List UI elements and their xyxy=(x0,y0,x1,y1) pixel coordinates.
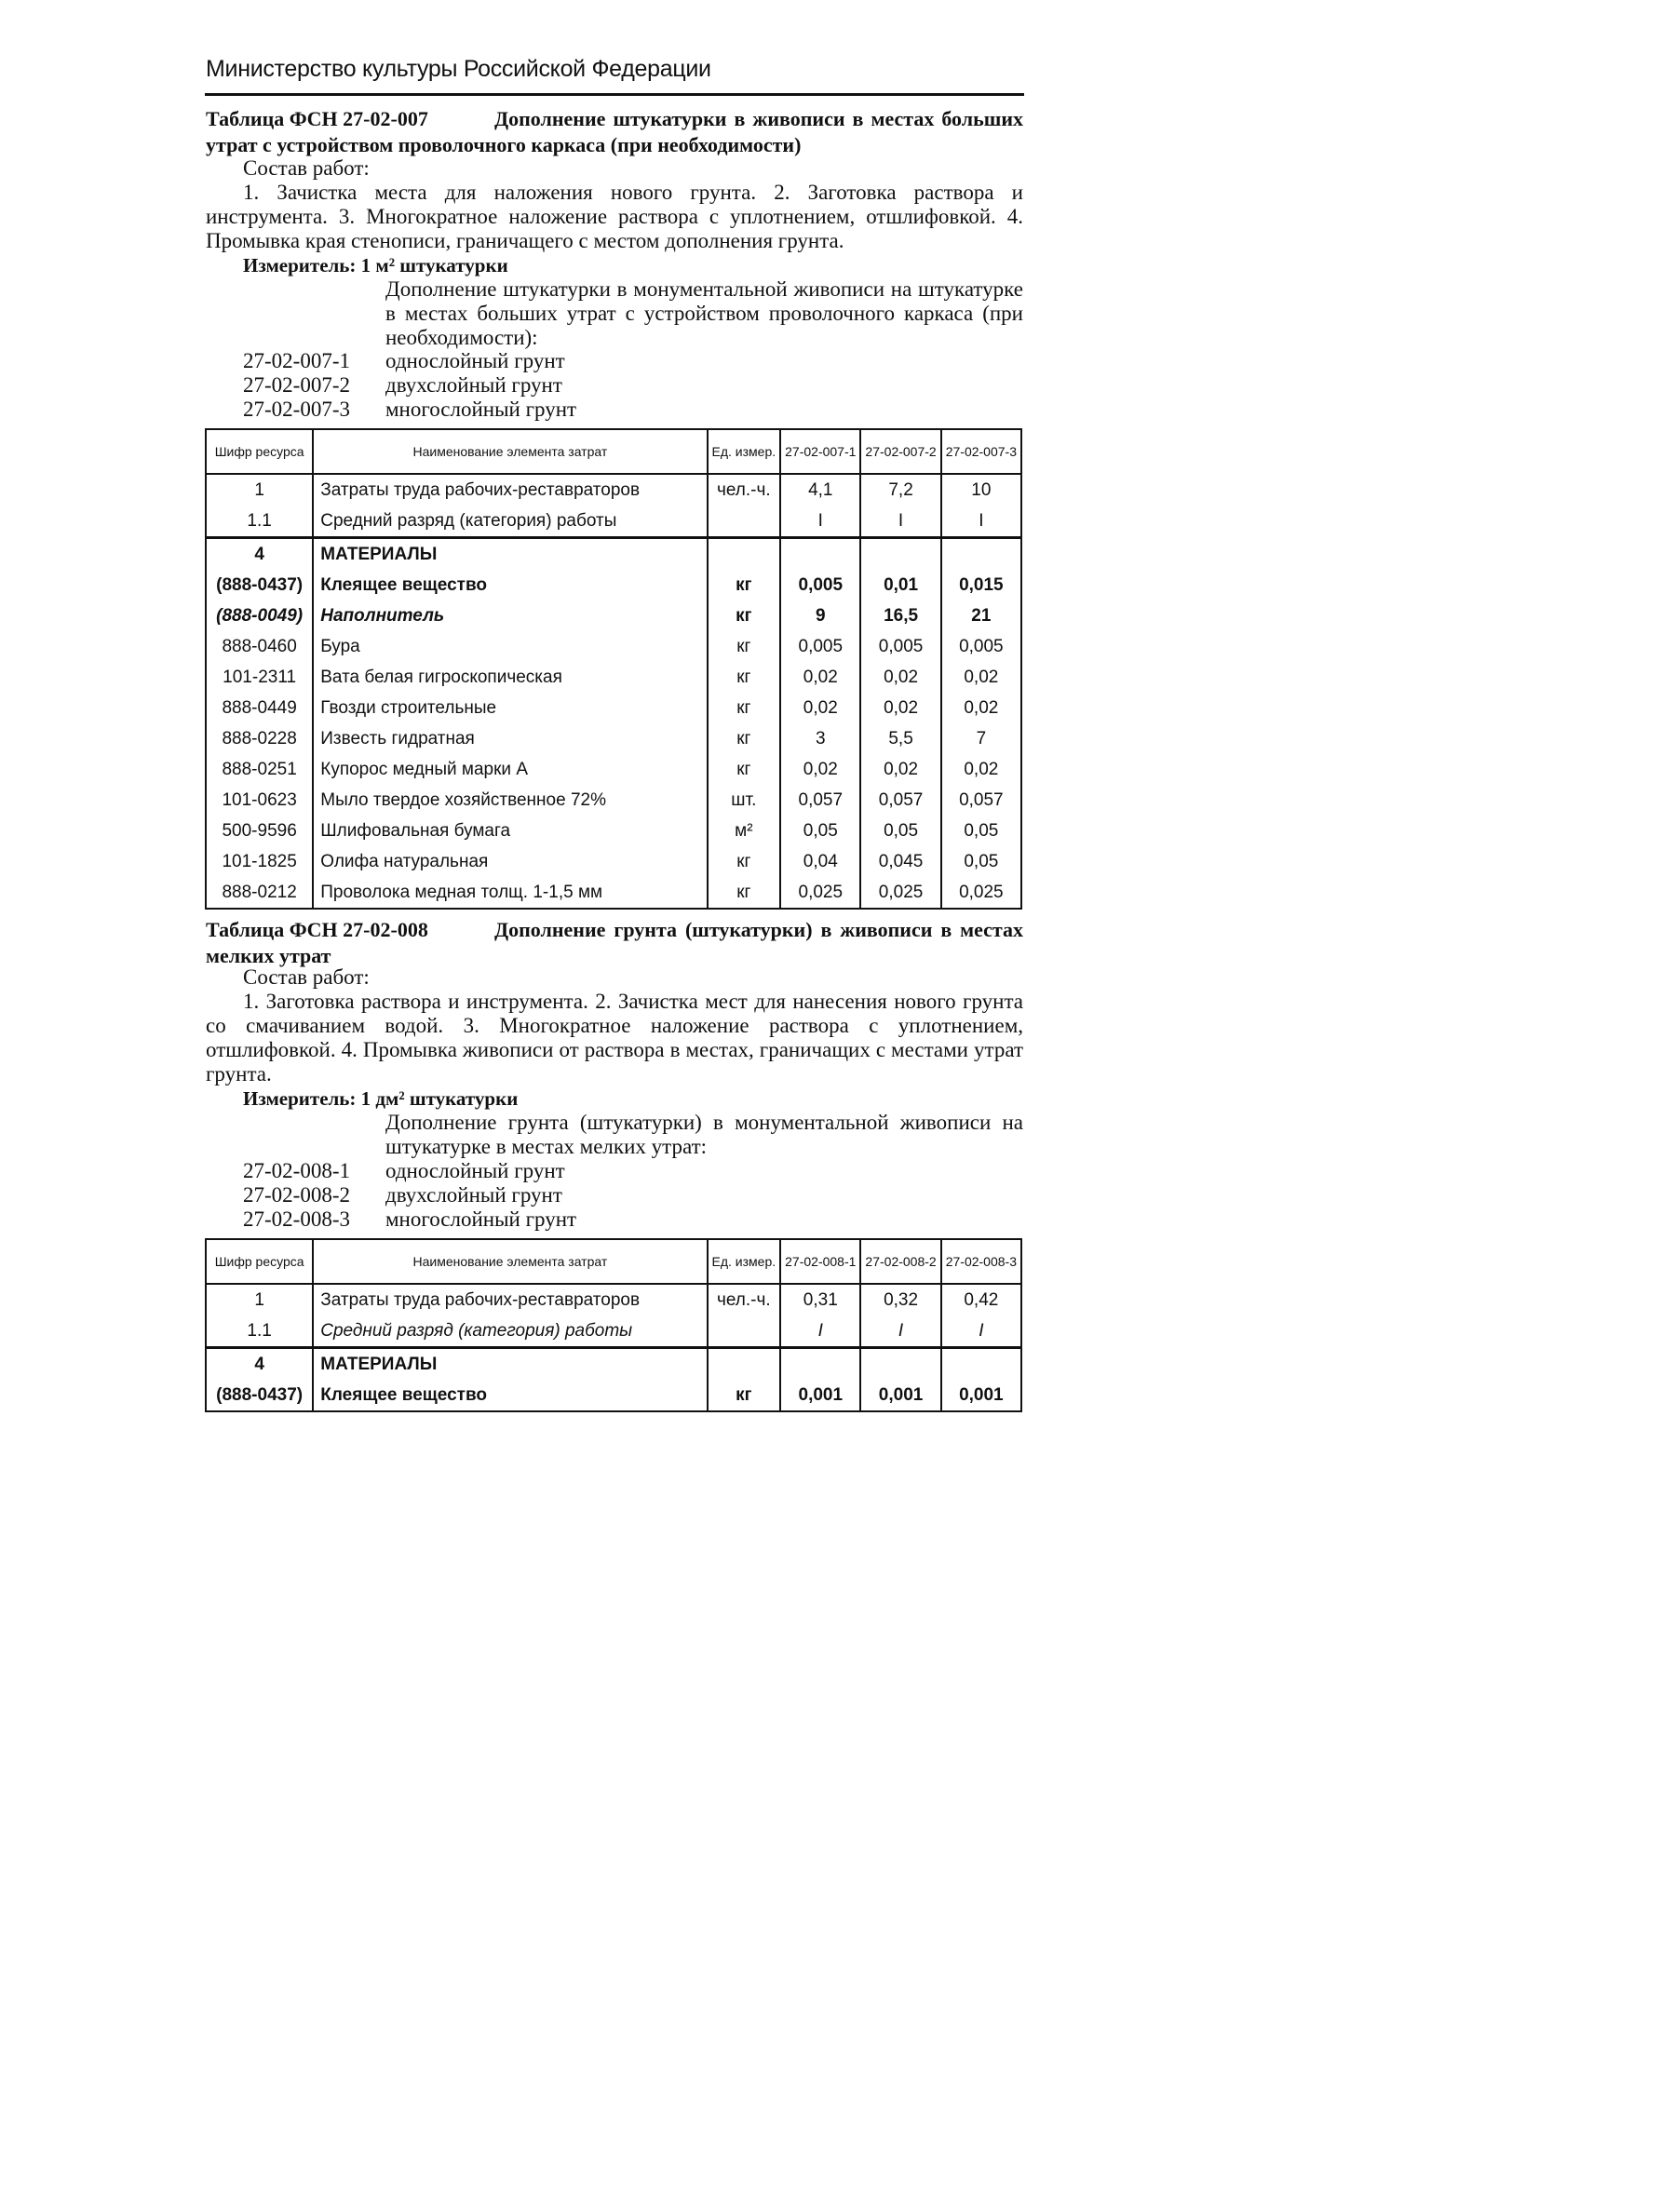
cell-value-3: 21 xyxy=(941,600,1021,631)
cell-value-3: 0,05 xyxy=(941,846,1021,877)
col-header-c1: 27-02-007-1 xyxy=(780,429,860,474)
table-row xyxy=(206,538,1021,571)
cell-unit: чел.-ч. xyxy=(708,474,781,506)
cell-value-2: 0,057 xyxy=(860,785,940,816)
cell-name: Олифа натуральная xyxy=(313,846,707,877)
code-label: однослойный грунт xyxy=(385,349,565,372)
cell-value-1: 9 xyxy=(780,600,860,631)
cell-value-1: 4,1 xyxy=(780,474,860,506)
col-header-c2: 27-02-007-2 xyxy=(860,429,940,474)
cell-name: Проволока медная толщ. 1-1,5 мм xyxy=(313,877,707,909)
cell-unit xyxy=(708,506,781,538)
table-row xyxy=(206,785,1021,816)
code-number: 27-02-008-3 xyxy=(243,1207,350,1231)
table-row xyxy=(206,506,1021,538)
cell-name: Затраты труда рабочих-реставраторов xyxy=(313,1284,707,1315)
cell-value-1: 0,025 xyxy=(780,877,860,909)
code-label: двухслойный грунт xyxy=(385,373,562,397)
col-header-unit: Ед. измер. xyxy=(708,1239,781,1284)
cell-value-1 xyxy=(780,1348,860,1381)
table-8-description: Дополнение грунта (штукатурки) в монументальной живописи на штукатурке в местах мелких утрат: xyxy=(385,1111,1023,1158)
cell-code: 888-0212 xyxy=(206,877,313,909)
cell-name: Бура xyxy=(313,631,707,662)
cell-value-1: 0,02 xyxy=(780,662,860,693)
cell-code: (888-0437) xyxy=(206,1380,313,1411)
table-7-description: Дополнение штукатурки в монументальной живописи на штукатурке в местах больших утрат с устройством проволочного каркаса (при необходимости): xyxy=(385,277,1023,349)
cell-value-3 xyxy=(941,1348,1021,1381)
cell-value-3: 0,02 xyxy=(941,662,1021,693)
cell-value-2: 0,02 xyxy=(860,754,940,785)
code-number: 27-02-007-3 xyxy=(243,398,350,421)
table-header-row xyxy=(206,429,1021,474)
cell-code: 1 xyxy=(206,474,313,506)
col-header-cipher: Шифр ресурса xyxy=(206,1239,313,1284)
cell-value-2: 0,001 xyxy=(860,1380,940,1411)
col-header-c2: 27-02-008-2 xyxy=(860,1239,940,1284)
cell-code: 101-2311 xyxy=(206,662,313,693)
code-number: 27-02-008-2 xyxy=(243,1183,350,1207)
cell-value-3: 0,005 xyxy=(941,631,1021,662)
cell-unit: кг xyxy=(708,846,781,877)
table-row xyxy=(206,816,1021,846)
cell-name: Купорос медный марки А xyxy=(313,754,707,785)
cell-name: Наполнитель xyxy=(313,600,707,631)
cell-unit: кг xyxy=(708,1380,781,1411)
cell-name: Известь гидратная xyxy=(313,723,707,754)
col-header-name: Наименование элемента затрат xyxy=(313,429,707,474)
cell-unit xyxy=(708,1348,781,1381)
cell-name: Мыло твердое хозяйственное 72% xyxy=(313,785,707,816)
table-row xyxy=(206,1380,1021,1411)
table-row xyxy=(206,693,1021,723)
table-7-number: Таблица ФСН 27-02-007 xyxy=(206,107,428,130)
cell-value-1: 0,005 xyxy=(780,631,860,662)
cell-value-3: I xyxy=(941,1315,1021,1348)
cell-value-1: 0,02 xyxy=(780,693,860,723)
cell-value-3: 0,025 xyxy=(941,877,1021,909)
cell-unit xyxy=(708,1315,781,1348)
cell-unit: кг xyxy=(708,662,781,693)
cell-code: 500-9596 xyxy=(206,816,313,846)
table-8-works-label: Состав работ: xyxy=(243,965,370,989)
cell-value-2: 0,045 xyxy=(860,846,940,877)
cell-value-2: 0,05 xyxy=(860,816,940,846)
cell-unit: шт. xyxy=(708,785,781,816)
cell-code: 101-1825 xyxy=(206,846,313,877)
cell-unit: кг xyxy=(708,631,781,662)
cell-value-2 xyxy=(860,538,940,571)
table-row xyxy=(206,1284,1021,1315)
cell-code: 1 xyxy=(206,1284,313,1315)
col-header-cipher: Шифр ресурса xyxy=(206,429,313,474)
table-row xyxy=(206,1315,1021,1348)
cell-name: Клеящее вещество xyxy=(313,1380,707,1411)
table-8-heading xyxy=(206,917,1023,969)
table-7-title: Дополнение штукатурки в живописи в местах больших утрат с устройством проволочного каркаса (при необходимости) xyxy=(206,107,1023,156)
table-8-resources xyxy=(205,1238,1022,1412)
cell-unit: кг xyxy=(708,723,781,754)
cell-code: 888-0460 xyxy=(206,631,313,662)
cell-value-2: I xyxy=(860,506,940,538)
code-number: 27-02-008-1 xyxy=(243,1159,350,1182)
cell-name: Гвозди строительные xyxy=(313,693,707,723)
cell-value-1: 3 xyxy=(780,723,860,754)
cell-value-2: 0,005 xyxy=(860,631,940,662)
cell-value-2: 0,02 xyxy=(860,693,940,723)
cell-value-3: 0,02 xyxy=(941,754,1021,785)
table-row xyxy=(206,631,1021,662)
table-8-code-item xyxy=(243,1183,562,1207)
cell-value-3: 0,001 xyxy=(941,1380,1021,1411)
cell-value-1: 0,04 xyxy=(780,846,860,877)
cell-unit: кг xyxy=(708,754,781,785)
cell-unit: кг xyxy=(708,570,781,600)
cell-code: (888-0437) xyxy=(206,570,313,600)
table-8-code-item xyxy=(243,1207,576,1232)
table-row xyxy=(206,570,1021,600)
cell-name: Клеящее вещество xyxy=(313,570,707,600)
table-8-code-item xyxy=(243,1159,565,1183)
cell-name: Затраты труда рабочих-реставраторов xyxy=(313,474,707,506)
code-number: 27-02-007-1 xyxy=(243,349,350,372)
table-8-number: Таблица ФСН 27-02-008 xyxy=(206,918,428,941)
cell-value-3 xyxy=(941,538,1021,571)
cell-value-1: 0,057 xyxy=(780,785,860,816)
table-8-meter: Измеритель: 1 дм² штукатурки xyxy=(243,1087,519,1110)
table-header-row xyxy=(206,1239,1021,1284)
cell-code: 4 xyxy=(206,1348,313,1381)
cell-value-3: 10 xyxy=(941,474,1021,506)
table-7-works-label: Состав работ: xyxy=(243,156,370,180)
table-row xyxy=(206,1348,1021,1381)
cell-value-1: 0,02 xyxy=(780,754,860,785)
cell-value-2: 16,5 xyxy=(860,600,940,631)
cell-value-1 xyxy=(780,538,860,571)
table-8-title: Дополнение грунта (штукатурки) в живописи в местах мелких утрат xyxy=(206,918,1023,967)
cell-value-2: 0,02 xyxy=(860,662,940,693)
cell-value-2 xyxy=(860,1348,940,1381)
cell-code: 101-0623 xyxy=(206,785,313,816)
table-7-resources xyxy=(205,428,1022,910)
table-row xyxy=(206,662,1021,693)
cell-value-2: I xyxy=(860,1315,940,1348)
header-rule xyxy=(205,93,1024,96)
col-header-c3: 27-02-008-3 xyxy=(941,1239,1021,1284)
code-number: 27-02-007-2 xyxy=(243,373,350,397)
table-8-works-text: 1. Заготовка раствора и инструмента. 2. Зачистка мест для нанесения нового грунта со смачиванием водой. 3. Многократное наложение раствора с уплотнением, отшлифовкой. 4. Промывка живописи от раствора в местах, граничащих с местами утрат грунта. xyxy=(206,990,1023,1086)
cell-code: 888-0449 xyxy=(206,693,313,723)
cell-value-1: 0,001 xyxy=(780,1380,860,1411)
cell-name: Шлифовальная бумага xyxy=(313,816,707,846)
cell-value-3: 0,015 xyxy=(941,570,1021,600)
cell-code: 888-0251 xyxy=(206,754,313,785)
table-row xyxy=(206,754,1021,785)
cell-code: 1.1 xyxy=(206,1315,313,1348)
cell-name: МАТЕРИАЛЫ xyxy=(313,538,707,571)
cell-value-3: 7 xyxy=(941,723,1021,754)
cell-value-1: I xyxy=(780,506,860,538)
cell-value-2: 5,5 xyxy=(860,723,940,754)
table-7-code-item xyxy=(243,398,576,422)
col-header-name: Наименование элемента затрат xyxy=(313,1239,707,1284)
cell-unit: чел.-ч. xyxy=(708,1284,781,1315)
cell-code: 1.1 xyxy=(206,506,313,538)
cell-unit: кг xyxy=(708,693,781,723)
cell-value-1: 0,005 xyxy=(780,570,860,600)
cell-value-3: 0,057 xyxy=(941,785,1021,816)
cell-value-1: 0,31 xyxy=(780,1284,860,1315)
table-7-works-text: 1. Зачистка места для наложения нового грунта. 2. Заготовка раствора и инструмента. 3. Многократное наложение раствора с уплотнением, отшлифовкой. 4. Промывка края стенописи, граничащего с местом дополнения грунта. xyxy=(206,181,1023,252)
cell-value-3: I xyxy=(941,506,1021,538)
table-row xyxy=(206,474,1021,506)
cell-name: Вата белая гигроскопическая xyxy=(313,662,707,693)
code-label: многослойный грунт xyxy=(385,398,577,421)
cell-unit: м² xyxy=(708,816,781,846)
code-label: многослойный грунт xyxy=(385,1207,577,1231)
table-7-meter: Измеритель: 1 м² штукатурки xyxy=(243,254,508,276)
cell-name: Средний разряд (категория) работы xyxy=(313,506,707,538)
table-7-code-item xyxy=(243,373,562,398)
cell-value-3: 0,02 xyxy=(941,693,1021,723)
cell-value-1: I xyxy=(780,1315,860,1348)
table-7-heading xyxy=(206,106,1023,158)
table-7-code-item xyxy=(243,349,565,373)
code-label: однослойный грунт xyxy=(385,1159,565,1182)
cell-value-3: 0,05 xyxy=(941,816,1021,846)
cell-name: МАТЕРИАЛЫ xyxy=(313,1348,707,1381)
cell-value-2: 0,025 xyxy=(860,877,940,909)
table-row xyxy=(206,846,1021,877)
table-row xyxy=(206,600,1021,631)
cell-unit: кг xyxy=(708,600,781,631)
document-page xyxy=(0,0,1111,1467)
cell-unit xyxy=(708,538,781,571)
ministry-header: Министерство культуры Российской Федерации xyxy=(206,56,711,82)
cell-value-2: 0,32 xyxy=(860,1284,940,1315)
col-header-unit: Ед. измер. xyxy=(708,429,781,474)
cell-name: Средний разряд (категория) работы xyxy=(313,1315,707,1348)
cell-value-2: 0,01 xyxy=(860,570,940,600)
code-label: двухслойный грунт xyxy=(385,1183,562,1207)
col-header-c3: 27-02-007-3 xyxy=(941,429,1021,474)
cell-value-2: 7,2 xyxy=(860,474,940,506)
table-row xyxy=(206,723,1021,754)
cell-code: 888-0228 xyxy=(206,723,313,754)
col-header-c1: 27-02-008-1 xyxy=(780,1239,860,1284)
table-row xyxy=(206,877,1021,909)
cell-code: 4 xyxy=(206,538,313,571)
cell-unit: кг xyxy=(708,877,781,909)
cell-code: (888-0049) xyxy=(206,600,313,631)
cell-value-1: 0,05 xyxy=(780,816,860,846)
cell-value-3: 0,42 xyxy=(941,1284,1021,1315)
